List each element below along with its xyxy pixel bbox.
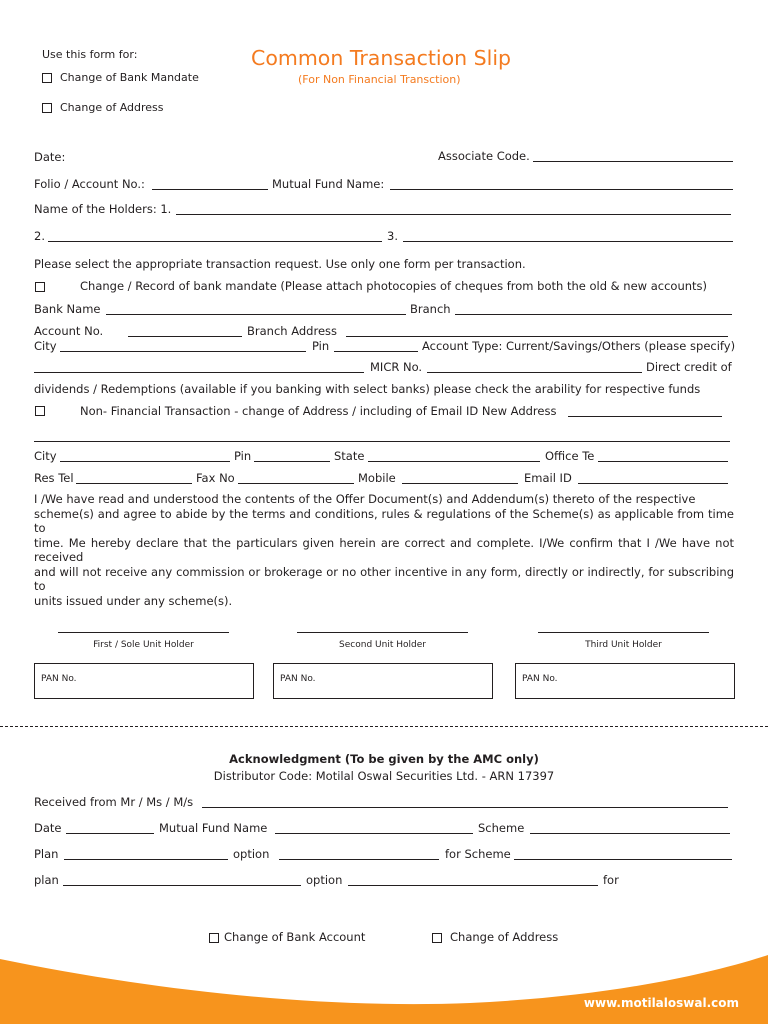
state-label: State [334,449,365,463]
ack-plan2-field[interactable] [63,885,301,886]
first-holder-signature-line[interactable] [58,632,229,633]
footer-wave [0,955,768,1024]
ack-change-bank-account-checkbox[interactable] [209,933,219,943]
bank-mandate-checkbox[interactable] [42,73,52,83]
first-holder-caption: First / Sole Unit Holder [93,640,194,650]
use-form-for-label: Use this form for: [42,48,138,61]
bank-name-label: Bank Name [34,302,101,316]
ack-for-label: for [603,873,619,887]
first-holder-pan-box[interactable] [34,663,254,699]
received-from-label: Received from Mr / Ms / M/s [34,795,194,809]
ack-plan-label: Plan [34,847,59,861]
state-field[interactable] [368,461,540,462]
instruction-text: Please select the appropriate transaction request. Use only one form per transaction. [34,257,526,271]
new-address-line2-field[interactable] [34,441,730,442]
bank-city-label: City [34,339,57,353]
pan-label: PAN No. [41,674,77,684]
mobile-field[interactable] [402,483,518,484]
second-holder-signature-line[interactable] [297,632,468,633]
date-label: Date: [34,150,66,164]
non-financial-checkbox[interactable] [35,406,45,416]
bank-extra-field[interactable] [34,372,364,373]
pan-label: PAN No. [280,674,316,684]
ack-plan2-label: plan [34,873,59,887]
branch-label: Branch [410,302,451,316]
folio-field[interactable] [152,189,268,190]
ack-for-scheme-label: for Scheme [445,847,511,861]
email-field[interactable] [578,483,728,484]
mobile-label: Mobile [358,471,396,485]
pan-label: PAN No. [522,674,558,684]
holder3-field[interactable] [403,241,733,242]
ack-plan-field[interactable] [64,859,228,860]
address-pin-label: Pin [234,449,252,463]
address-label: Change of Address [60,101,164,114]
bank-pin-field[interactable] [334,351,418,352]
branch-address-label: Branch Address [247,324,338,338]
change-bank-mandate-label: Change / Record of bank mandate (Please attach photocopies of cheques from both the old & new accounts) [80,279,708,293]
account-no-field[interactable] [128,336,242,337]
bank-city-field[interactable] [60,351,306,352]
ack-mutual-fund-field[interactable] [275,833,473,834]
declaration-line: scheme(s) and agree to abide by the terms and conditions, rules & regulations of the Scheme(s) as applicable from time to [34,506,734,535]
email-label: Email ID [524,471,572,485]
office-tel-field[interactable] [598,461,728,462]
ack-change-bank-account-label: Change of Bank Account [224,930,366,944]
website-link[interactable]: www.motilaloswal.com [583,996,739,1010]
ack-for-scheme-field[interactable] [514,859,732,860]
second-holder-pan-box[interactable] [273,663,493,699]
address-pin-field[interactable] [254,461,330,462]
holders-label: Name of the Holders: 1. [34,202,172,216]
ack-change-address-label: Change of Address [450,930,559,944]
received-from-field[interactable] [202,807,728,808]
address-checkbox[interactable] [42,103,52,113]
change-bank-mandate-checkbox[interactable] [35,282,45,292]
ack-scheme-label: Scheme [478,821,525,835]
associate-code-field[interactable] [533,161,733,162]
branch-address-field[interactable] [346,336,728,337]
dividends-text: dividends / Redemptions (available if you banking with select banks) please check the arability for respective funds [34,382,701,396]
declaration-line: units issued under any scheme(s). [34,593,233,608]
micr-label: MICR No. [370,360,423,374]
ack-option2-label: option [306,873,343,887]
ack-date-label: Date [34,821,62,835]
bank-mandate-label: Change of Bank Mandate [60,71,199,84]
ack-option2-field[interactable] [348,885,598,886]
holder3-label: 3. [387,229,398,243]
third-holder-caption: Third Unit Holder [585,640,662,650]
ack-change-address-checkbox[interactable] [432,933,442,943]
mutual-fund-name-field[interactable] [390,189,733,190]
micr-field[interactable] [427,372,642,373]
new-address-field[interactable] [568,416,722,417]
acknowledgment-title: Acknowledgment (To be given by the AMC only) [229,752,539,766]
second-holder-caption: Second Unit Holder [339,640,426,650]
page-subtitle: (For Non Financial Transction) [298,73,461,86]
branch-field[interactable] [455,314,732,315]
holder1-field[interactable] [176,214,731,215]
cut-line [0,726,768,727]
ack-scheme-field[interactable] [530,833,730,834]
declaration-paragraph [34,492,734,608]
office-tel-label: Office Te [545,449,595,463]
account-no-label: Account No. [34,324,104,338]
distributor-code: Distributor Code: Motilal Oswal Securities Ltd. - ARN 17397 [213,769,555,783]
account-type-label: Account Type: Current/Savings/Others (please specify) [422,339,736,353]
fax-field[interactable] [238,483,354,484]
declaration-line: and will not receive any commission or brokerage or no other incentive in any form, directly or indirectly, for subscribing to [34,564,734,593]
ack-date-field[interactable] [66,833,154,834]
folio-label: Folio / Account No.: [34,177,145,191]
res-tel-label: Res Tel [34,471,74,485]
res-tel-field[interactable] [76,483,192,484]
third-holder-pan-box[interactable] [515,663,735,699]
bank-pin-label: Pin [312,339,330,353]
associate-code-label: Associate Code. [438,149,530,163]
address-city-label: City [34,449,57,463]
mutual-fund-name-label: Mutual Fund Name: [272,177,385,191]
declaration-line: time. Me hereby declare that the particulars given herein are correct and complete. I/We confirm that I /We have not received [34,535,734,564]
direct-credit-label: Direct credit of [646,360,732,374]
declaration-line: I /We have read and understood the contents of the Offer Document(s) and Addendum(s) thereto of the respective [34,492,696,506]
ack-option-label: option [233,847,270,861]
address-city-field[interactable] [60,461,230,462]
fax-label: Fax No [196,471,235,485]
third-holder-signature-line[interactable] [538,632,709,633]
ack-option-field[interactable] [279,859,439,860]
ack-mutual-fund-label: Mutual Fund Name [159,821,268,835]
holder2-field[interactable] [48,241,382,242]
holder2-label: 2. [34,229,45,243]
page-title: Common Transaction Slip [251,46,512,70]
bank-name-field[interactable] [106,314,406,315]
non-financial-label: Non- Financial Transaction - change of Address / including of Email ID New Address [80,404,557,418]
